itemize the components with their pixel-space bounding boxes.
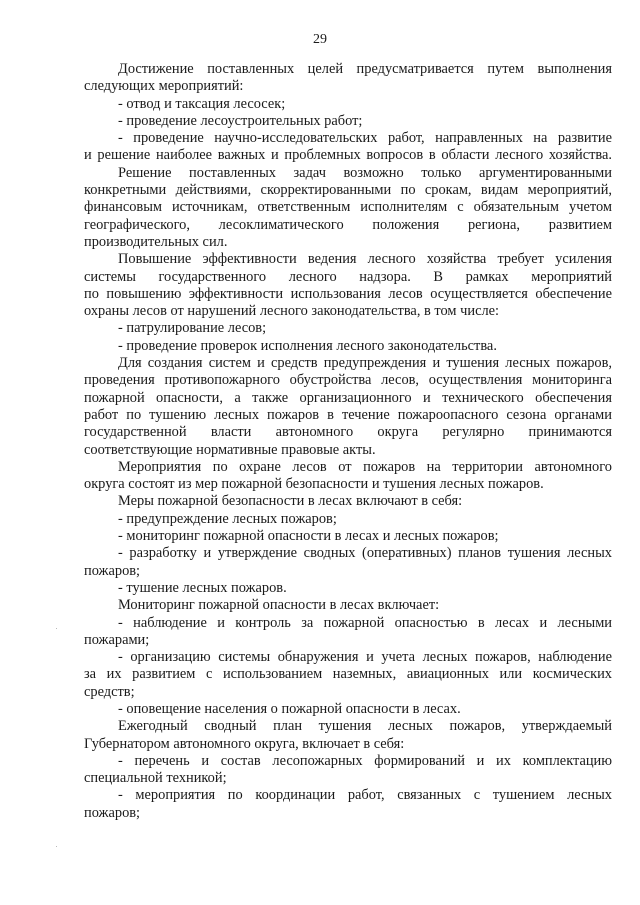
text-line: - проведение лесоустроительных работ; (118, 112, 363, 129)
text-line: следующих мероприятий: (84, 78, 244, 95)
text-line: Решение поставленных задач возможно только аргументированными (118, 164, 612, 181)
text-line: и решение наиболее важных и проблемных вопросов в области лесного хозяйства. (84, 147, 612, 164)
text-line: - перечень и состав лесопожарных формирований и их комплектацию (118, 752, 612, 769)
scan-mark (56, 628, 57, 629)
text-line: - оповещение населения о пожарной опасности в лесах. (118, 700, 461, 717)
text-line: государственной власти автономного округа регулярно принимаются (84, 424, 612, 441)
scan-mark (56, 846, 57, 847)
document-body (84, 61, 612, 822)
text-line: - предупреждение лесных пожаров; (118, 510, 337, 527)
text-line: проведения противопожарного обустройства лесов, осуществления мониторинга (84, 372, 612, 389)
text-line: - организацию системы обнаружения и учета лесных пожаров, наблюдение (118, 649, 612, 666)
text-line: по повышению эффективности использования лесов осуществляется обеспечение (84, 285, 612, 302)
text-line: Достижение поставленных целей предусматривается путем выполнения (118, 61, 612, 77)
text-line: производительных сил. (84, 233, 228, 250)
text-line: Для создания систем и средств предупреждения и тушения лесных пожаров, (118, 355, 612, 372)
text-line: Меры пожарной безопасности в лесах включают в себя: (118, 493, 463, 510)
text-line: - тушение лесных пожаров. (118, 579, 287, 596)
text-line: географического, лесоклиматического положения региона, развитием (84, 216, 612, 233)
text-line: Мониторинг пожарной опасности в лесах включает: (118, 597, 440, 614)
text-line: пожарной опасности, а также организационного и технического обеспечения (84, 389, 612, 406)
text-line: - патрулирование лесов; (118, 320, 267, 337)
text-line: работ по тушению лесных пожаров в течение пожароопасного сезона органами (84, 406, 612, 423)
text-line: - отвод и таксация лесосек; (118, 95, 286, 112)
text-line: пожаров; (84, 562, 141, 579)
text-line: - разработку и утверждение сводных (оперативных) планов тушения лесных (118, 545, 612, 562)
text-line: охраны лесов от нарушений лесного законодательства, в том числе: (84, 303, 500, 320)
page-number: 29 (313, 32, 327, 47)
text-line: - мониторинг пожарной опасности в лесах и лесных пожаров; (118, 528, 499, 545)
text-line: - мероприятия по координации работ, связанных с тушением лесных (118, 787, 612, 804)
text-line: - проведение проверок исполнения лесного законодательства. (118, 337, 497, 354)
text-line: - проведение научно-исследовательских работ, направленных на развитие (118, 130, 612, 147)
text-line: соответствующие нормативные правовые акты. (84, 441, 376, 458)
text-line: пожаров; (84, 804, 141, 821)
text-line: системы государственного лесного надзора. В рамках мероприятий (84, 268, 612, 285)
text-line: округа состоят из мер пожарной безопасности и тушения лесных пожаров. (84, 476, 544, 493)
text-line: Губернатором автономного округа, включает в себя: (84, 735, 405, 752)
text-line: за их развитием с использованием наземных, авиационных или космических (84, 666, 612, 683)
text-line: Повышение эффективности ведения лесного хозяйства требует усиления (118, 251, 612, 268)
text-line: специальной техникой; (84, 770, 227, 787)
text-line: средств; (84, 683, 135, 700)
text-line: пожарами; (84, 631, 150, 648)
text-line: Ежегодный сводный план тушения лесных пожаров, утверждаемый (118, 718, 612, 735)
text-line: конкретными действиями, скорректированными по срокам, видам мероприятий, (84, 182, 612, 199)
text-line: - наблюдение и контроль за пожарной опасностью в лесах и лесными (118, 614, 612, 631)
text-line: Мероприятия по охране лесов от пожаров на территории автономного (118, 458, 612, 475)
text-line: финансовым источникам, ответственным исполнителям с обязательным учетом (84, 199, 612, 216)
